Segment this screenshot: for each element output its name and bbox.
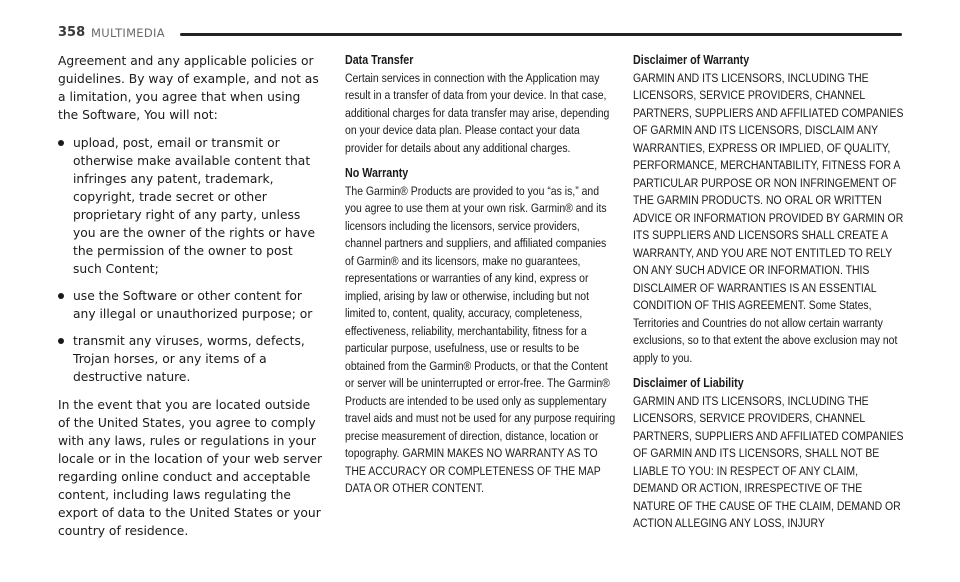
section-heading-no-warranty: No Warranty [345, 166, 409, 180]
closing-paragraph: In the event that you are located outside of the United States, you agree to comply with any laws, rules or regulations in your locale or in the location of your web server regarding online conduct and acceptable content, including laws regulating the export of data to the United States or your country of residence. [58, 398, 323, 538]
bullet-icon [58, 140, 64, 146]
prohibited-uses-list [58, 134, 323, 386]
section-body-no-warranty: The Garmin® Products are provided to you “as is,” and you agree to use them at your own risk. Garmin® and its licensors including the licensors, service providers, channel partners and suppliers, and affiliated companies of Garmin® and its licensors, make no guarantees, representations or warranties of any kind, express or implied, arising by law or otherwise, including but not limited to, content, quality, accuracy, completeness, effectiveness, reliability, merchantability, fitness for a particular purpose, usefulness, use or results to be obtained from the Garmin® Products, or that the Content or server will be uninterrupted or error-free. The Garmin® Products are intended to be used only as supplementary travel aids and must not be used for any purpose requiring precise measurement of direction, distance, location or topography. GARMIN MAKES NO WARRANTY AS TO THE ACCURACY OR COMPLETENESS OF THE MAP DATA OR OTHER CONTENT. [345, 183, 616, 495]
section-title: MULTIMEDIA [91, 26, 165, 40]
header-rule [180, 33, 902, 36]
section-heading-disclaimer-liability: Disclaimer of Liability [633, 376, 744, 390]
column-right [633, 52, 903, 541]
section-heading-data-transfer: Data Transfer [345, 53, 414, 67]
page-header [58, 20, 902, 44]
column-middle [345, 52, 615, 506]
list-item: use the Software or other content for any illegal or unauthorized purpose; or [58, 287, 323, 323]
list-item: upload, post, email or transmit or otherwise make available content that infringes any patent, trademark, copyright, trade secret or other proprietary right of any party, unless you are the owner of the rights or have the permission of the owner to post such Content; [58, 134, 323, 278]
list-item: transmit any viruses, worms, defects, Trojan horses, or any items of a destructive nature. [58, 332, 323, 386]
section-body-disclaimer-liability: GARMIN AND ITS LICENSORS, INCLUDING THE LICENSORS, SERVICE PROVIDERS, CHANNEL PARTNERS, SUPPLIERS AND AFFILIATED COMPANIES OF GARMIN AND ITS LICENSORS, SHALL NOT BE LIABLE TO YOU: IN RESPECT OF ANY CLAIM, DEMAND OR ACTION, IRRESPECTIVE OF THE NATURE OF THE CAUSE OF THE CLAIM, DEMAND OR ACTION ALLEGING ANY LOSS, INJURY [633, 393, 904, 530]
column-left [58, 52, 323, 550]
intro-paragraph: Agreement and any applicable policies or guidelines. By way of example, and not as a limitation, you agree that when using the Software, You will not: [58, 54, 319, 122]
bullet-icon [58, 338, 64, 344]
section-body-disclaimer-warranty: GARMIN AND ITS LICENSORS, INCLUDING THE LICENSORS, SERVICE PROVIDERS, CHANNEL PARTNERS, SUPPLIERS AND AFFILIATED COMPANIES OF GARMIN AND ITS LICENSORS, DISCLAIM ANY WARRANTIES, EXPRESS OR IMPLIED, OF QUALITY, PERFORMANCE, MERCHANTABILITY, FITNESS FOR A PARTICULAR PURPOSE OR NON INFRINGEMENT OF THE GARMIN PRODUCTS. NO ORAL OR WRITTEN ADVICE OR INFORMATION PROVIDED BY GARMIN OR ITS SUPPLIERS AND LICENSORS SHALL CREATE A WARRANTY, AND YOU ARE NOT ENTITLED TO RELY ON ANY SUCH ADVICE OR INFORMATION. THIS DISCLAIMER OF WARRANTIES IS AN ESSENTIAL CONDITION OF THIS AGREEMENT. Some States, Territories and Countries do not allow certain warranty exclusions, so to that extent the above exclusion may not apply to you. [633, 70, 904, 365]
page-number: 358 [58, 25, 86, 40]
section-heading-disclaimer-warranty: Disclaimer of Warranty [633, 53, 750, 67]
section-body-data-transfer: Certain services in connection with the Application may result in a transfer of data from your device. In that case, additional charges for data transfer may arise, depending on your device data plan. Please contact your data provider for details about any additional charges. [345, 70, 610, 155]
bullet-icon [58, 293, 64, 299]
